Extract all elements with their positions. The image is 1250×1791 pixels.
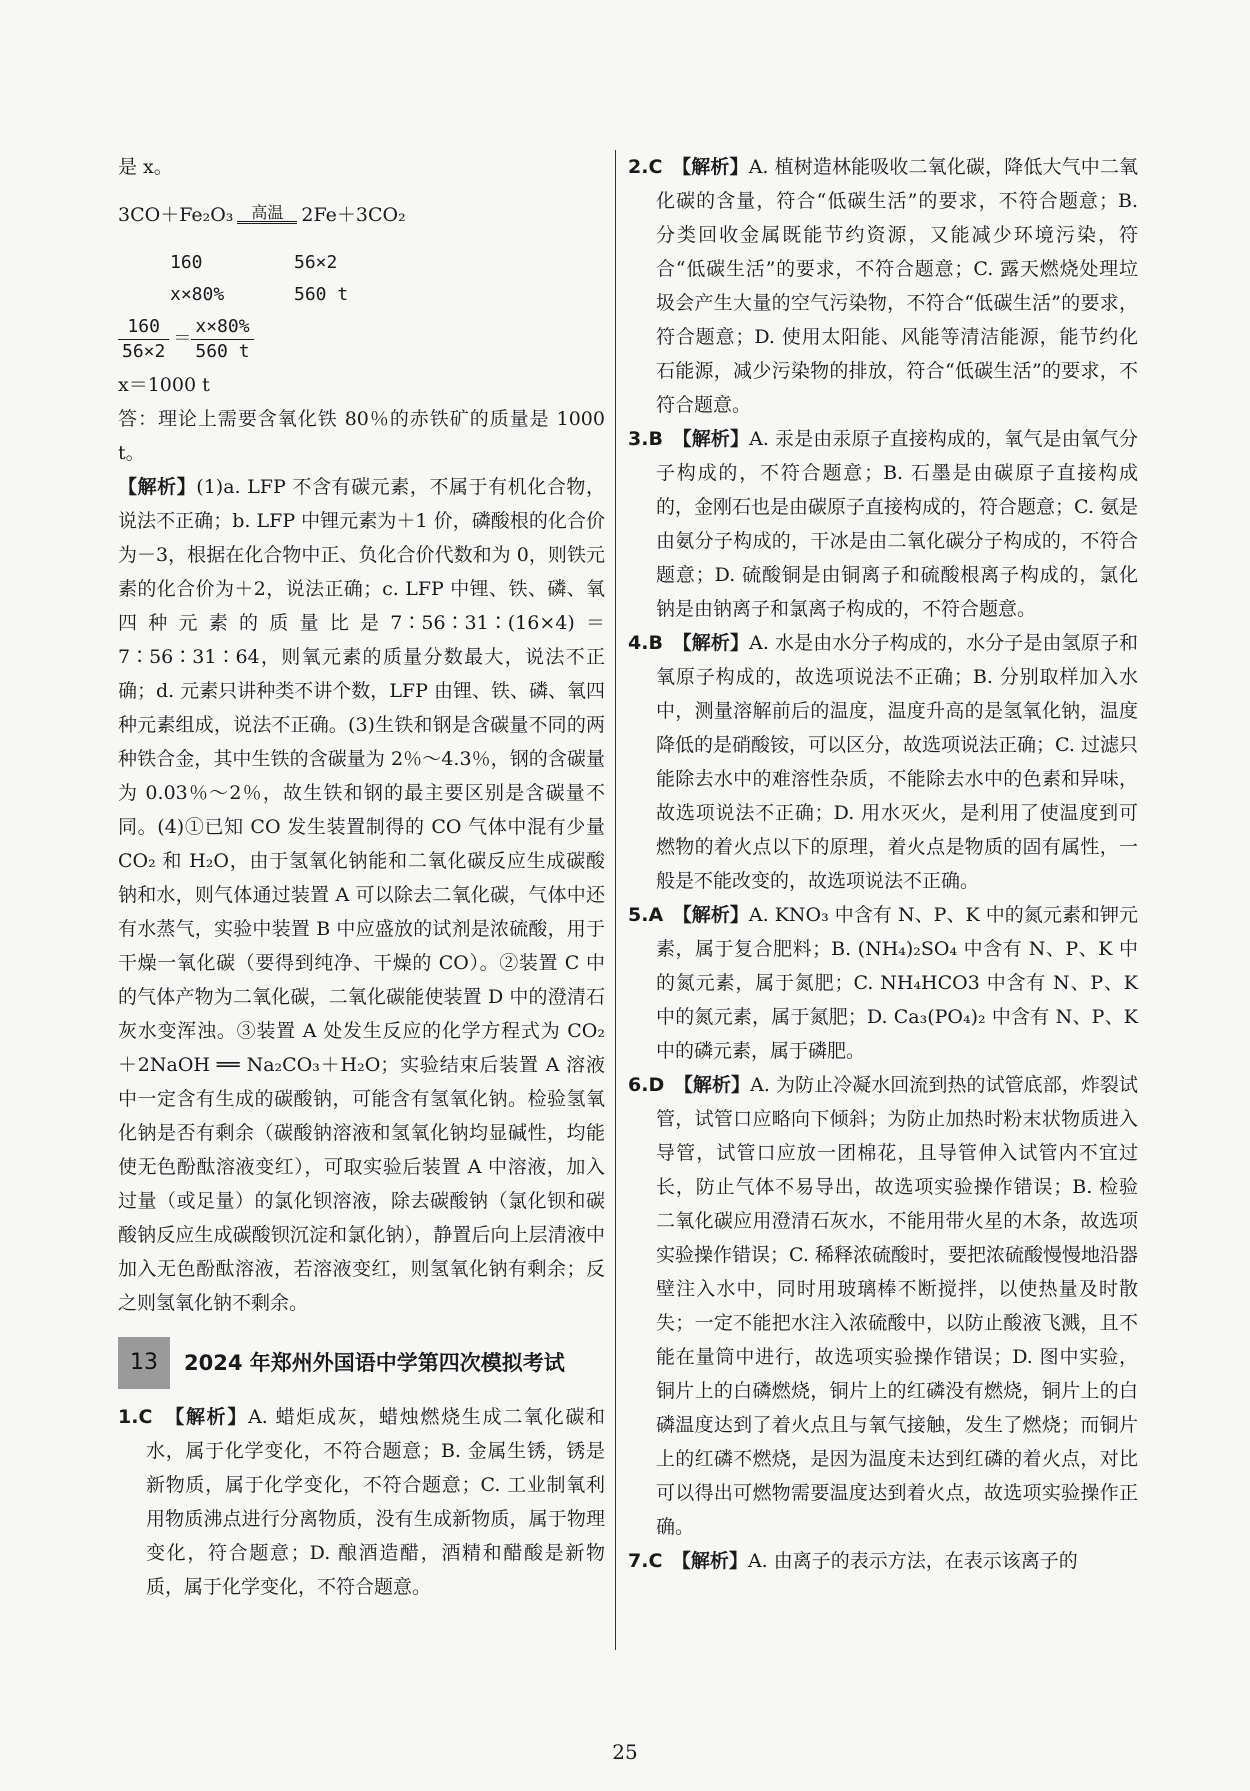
question-6-text: A. 为防止冷凝水回流到热的试管底部，炸裂试管，试管口应略向下倾斜；为防止加热时粉末状物质进入导管，试管口应放一团棉花，且导管伸入试管内不宜过长，防止气体不易导出，故选项实验操作错误；B. 检验二氧化碳应用澄清石灰水，不能用带火星的木条，故选项实验操作错误；C. 稀释浓硫酸时，要把浓硫酸慢慢地沿器壁注入水中，同时用玻璃棒不断搅拌，以使热量及时散失；一定不能把水注入浓硫酸中，以防止酸液飞溅，且不能在量筒中进行，故选项实验操作错误；D. 图中实验，铜片上的白磷燃烧，铜片上的红磷没有燃烧，铜片上的白磷温度达到了着火点且与氧气接触，发生了燃烧；而铜片上的红磷不燃烧，是因为温度未达到红磷的着火点，对比可以得出可燃物需要温度达到着火点，故选项实验操作正确。 bbox=[656, 1074, 1138, 1538]
question-7-answer: C bbox=[648, 1550, 663, 1572]
fraction-right bbox=[191, 315, 253, 364]
ratio-row1-b: 56×2 bbox=[294, 252, 338, 273]
question-2-label: 【解析】 bbox=[681, 156, 749, 178]
question-3-answer: B bbox=[648, 428, 663, 450]
question-4 bbox=[628, 626, 1138, 898]
ratio-row1-a: 160 bbox=[170, 252, 203, 273]
column-divider bbox=[615, 150, 616, 1650]
section-header bbox=[118, 1334, 605, 1392]
question-4-answer: B bbox=[648, 632, 663, 654]
fraction-left-numerator: 160 bbox=[118, 315, 169, 340]
fraction-right-numerator: x×80% bbox=[191, 315, 253, 340]
ratio-row-2 bbox=[118, 278, 605, 310]
equation-right: 2Fe＋3CO₂ bbox=[301, 204, 406, 226]
question-7-number: 7. bbox=[628, 1550, 649, 1572]
question-1-answer: C bbox=[138, 1406, 153, 1428]
answer-line: 答：理论上需要含氧化铁 80％的赤铁矿的质量是 1000 t。 bbox=[118, 408, 605, 464]
equation-condition: 高温 bbox=[251, 202, 284, 222]
question-1-number: 1. bbox=[118, 1406, 139, 1428]
question-4-number: 4. bbox=[628, 632, 649, 654]
question-1 bbox=[118, 1400, 605, 1604]
question-6 bbox=[628, 1068, 1138, 1544]
question-5-text: A. KNO₃ 中含有 N、P、K 中的氮元素和钾元素，属于复合肥料；B. (NH₄)₂SO₄ 中含有 N、P、K 中的氮元素，属于氮肥；C. NH₄HCO3 中含有 N、P、K 中的氮元素，属于氮肥；D. Ca₃(PO₄)₂ 中含有 N、P、K 中的磷元素，属于磷肥。 bbox=[656, 904, 1138, 1062]
result-line: x＝1000 t bbox=[118, 374, 210, 396]
equation-condition-sign bbox=[237, 202, 297, 226]
question-5-number: 5. bbox=[628, 904, 649, 926]
question-3 bbox=[628, 422, 1138, 626]
question-2 bbox=[628, 150, 1138, 422]
chemical-equation bbox=[118, 184, 605, 246]
ratio-row2-a: x×80% bbox=[170, 284, 225, 305]
question-7-text: A. 由离子的表示方法，在表示该离子的 bbox=[747, 1550, 1078, 1572]
question-6-answer: D bbox=[648, 1074, 665, 1096]
question-5-label: 【解析】 bbox=[682, 904, 749, 926]
proportion-fraction bbox=[118, 310, 605, 368]
question-6-number: 6. bbox=[628, 1074, 649, 1096]
question-2-text: A. 植树造林能吸收二氧化碳，降低大气中二氧化碳的含量，符合“低碳生活”的要求，不符合题意；B. 分类回收金属既能节约资源，又能减少环境污染，符合“低碳生活”的要求，不符合题意；C. 露天燃烧处理垃圾会产生大量的空气污染物，不符合“低碳生活”的要求，符合题意；D. 使用太阳能、风能等清洁能源，能节约化石能源，减少污染物的排放，符合“低碳生活”的要求，不符合题意。 bbox=[656, 156, 1138, 416]
question-4-text: A. 水是由水分子构成的，水分子是由氢原子和氧原子构成的，故选项说法不正确；B. 分别取样加入水中，测量溶解前后的温度，温度升高的是氢氧化钠，温度降低的是硝酸铵，可以区分，故选项说法正确；C. 过滤只能除去水中的难溶性杂质，不能除去水中的色素和异味，故选项说法不正确；D. 用水灭火，是利用了使温度到可燃物的着火点以下的原理，着火点是物质的固有属性，一般是不能改变的，故选项说法不正确。 bbox=[656, 632, 1138, 892]
section-number: 13 bbox=[118, 1337, 170, 1389]
question-2-answer: C bbox=[648, 156, 663, 178]
analysis-paragraph bbox=[118, 470, 605, 1320]
fraction-left-denominator: 56×2 bbox=[122, 340, 166, 362]
fraction-equals: ＝ bbox=[173, 328, 192, 349]
page-number: 25 bbox=[612, 1740, 638, 1764]
question-1-text: A. 蜡炬成灰，蜡烛燃烧生成二氧化碳和水，属于化学变化，不符合题意；B. 金属生锈，锈是新物质，属于化学变化，不符合题意；C. 工业制氧利用物质沸点进行分离物质，没有生成新物质，属于物理变化，符合题意；D. 酿酒造醋，酒精和醋酸是新物质，属于化学变化，不符合题意。 bbox=[146, 1406, 605, 1598]
fraction-right-denominator: 560 t bbox=[195, 340, 250, 362]
right-column bbox=[628, 150, 1138, 1578]
equation-left: 3CO＋Fe₂O₃ bbox=[118, 204, 234, 226]
analysis-label: 【解析】 bbox=[118, 476, 197, 498]
intro-line: 是 x。 bbox=[118, 156, 173, 178]
question-3-label: 【解析】 bbox=[682, 428, 750, 450]
question-3-number: 3. bbox=[628, 428, 649, 450]
question-5-answer: A bbox=[648, 904, 664, 926]
question-3-text: A. 汞是由汞原子直接构成的，氧气是由氧气分子构成的，不符合题意；B. 石墨是由碳原子直接构成的，金刚石也是由碳原子直接构成的，符合题意；C. 氨是由氨分子构成的，干冰是由二氧化碳分子构成的，不符合题意；D. 硫酸铜是由铜离子和硫酸根离子构成的，氯化钠是由钠离子和氯离子构成的，不符合题意。 bbox=[656, 428, 1138, 620]
question-6-label: 【解析】 bbox=[683, 1074, 751, 1096]
fraction-left bbox=[118, 315, 169, 364]
analysis-text: (1)a. LFP 不含有碳元素，不属于有机化合物，说法不正确；b. LFP 中锂元素为＋1 价，磷酸根的化合价为－3，根据在化合物中正、负化合价代数和为 0，则铁元素的化合价为＋2，说法正确；c. LFP 中锂、铁、磷、氧四种元素的质量比是7∶56∶31∶(16×4)＝7∶56∶31∶64，则氧元素的质量分数最大，说法不正确；d. 元素只讲种类不讲个数，LFP 由锂、铁、磷、氧四种元素组成，说法不正确。(3)生铁和钢是含碳量不同的两种铁合金，其中生铁的含碳量为 2％～4.3％，钢的含碳量为 0.03％～2％，故生铁和钢的最主要区别是含碳量不同。(4)①已知 CO 发生装置制得的 CO 气体中混有少量 CO₂ 和 H₂O，由于氢氧化钠能和二氧化碳反应生成碳酸钠和水，则气体通过装置 A 可以除去二氧化碳，气体中还有水蒸气，实验中装置 B 中应盛放的试剂是浓硫酸，用于干燥一氧化碳（要得到纯净、干燥的 CO）。②装置 C 中的气体产物为二氧化碳，二氧化碳能使装置 D 中的澄清石灰水变浑浊。③装置 A 处发生反应的化学方程式为 CO₂＋2NaOH ══ Na₂CO₃＋H₂O；实验结束后装置 A 溶液中一定含有生成的碳酸钠，可能含有氢氧化钠。检验氢氧化钠是否有剩余（碳酸钠溶液和氢氧化钠均显碱性，均能使无色酚酞溶液变红），可取实验后装置 A 中溶液，加入过量（或足量）的氯化钡溶液，除去碳酸钠（氯化钡和碳酸钠反应生成碳酸钡沉淀和氯化钠），静置后向上层清液中加入无色酚酞溶液，若溶液变红，则氢氧化钠有剩余；反之则氢氧化钠不剩余。 bbox=[118, 476, 605, 1314]
section-title: 2024 年郑州外国语中学第四次模拟考试 bbox=[184, 1351, 565, 1375]
question-5 bbox=[628, 898, 1138, 1068]
ratio-row-1 bbox=[118, 246, 605, 278]
question-1-label: 【解析】 bbox=[174, 1406, 249, 1428]
left-column bbox=[118, 150, 605, 1604]
question-4-label: 【解析】 bbox=[682, 632, 750, 654]
question-7-label: 【解析】 bbox=[681, 1550, 748, 1572]
question-2-number: 2. bbox=[628, 156, 649, 178]
question-7 bbox=[628, 1544, 1138, 1578]
ratio-row2-b: 560 t bbox=[294, 284, 349, 305]
